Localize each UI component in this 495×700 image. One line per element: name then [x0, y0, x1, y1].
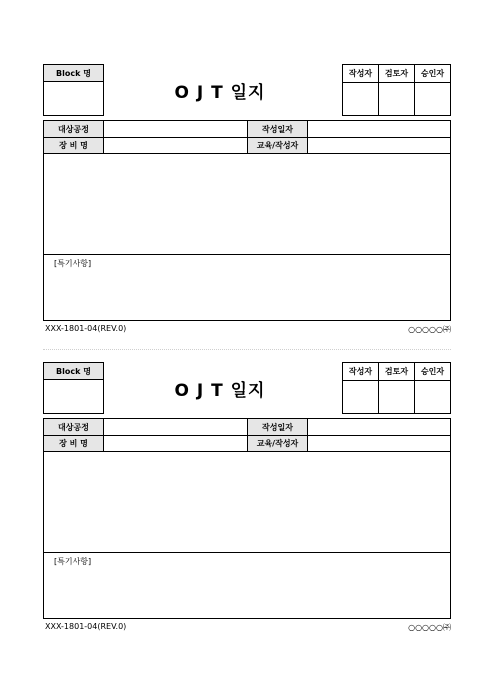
approval-sign-reviewer[interactable] — [379, 381, 415, 413]
info-grid — [43, 120, 451, 321]
form-title: O J T 일지 — [174, 381, 266, 401]
content-area[interactable] — [44, 452, 450, 553]
block-name-label: Block 명 — [43, 362, 104, 380]
footer-code: XXX-1801-04(REV.0) — [45, 622, 127, 631]
date-field[interactable] — [308, 121, 450, 137]
approval-header-reviewer: 검토자 — [379, 65, 415, 82]
equipment-field[interactable] — [104, 436, 248, 451]
date-label: 작성일자 — [248, 419, 308, 435]
block-name-field[interactable] — [43, 379, 104, 414]
info-grid — [43, 418, 451, 619]
form-title: O J T 일지 — [174, 83, 266, 103]
author-field[interactable] — [308, 138, 450, 153]
block-name-label: Block 명 — [43, 64, 104, 82]
block-name-field[interactable] — [43, 81, 104, 116]
approval-table — [342, 362, 451, 414]
ojt-log-form-1 — [0, 0, 495, 334]
approval-sign-approver[interactable] — [415, 381, 450, 413]
approval-sign-writer[interactable] — [343, 83, 379, 115]
notes-area[interactable] — [44, 553, 450, 619]
approval-header-reviewer: 검토자 — [379, 363, 415, 380]
notes-label: [특기사항] — [54, 557, 92, 566]
author-label: 교육/작성자 — [248, 138, 308, 153]
approval-sign-reviewer[interactable] — [379, 83, 415, 115]
author-field[interactable] — [308, 436, 450, 451]
process-field[interactable] — [104, 419, 248, 435]
approval-table — [342, 64, 451, 116]
equipment-field[interactable] — [104, 138, 248, 153]
notes-label: [특기사항] — [54, 259, 92, 268]
approval-header-writer: 작성자 — [343, 65, 379, 82]
approval-sign-writer[interactable] — [343, 381, 379, 413]
process-label: 대상공정 — [44, 121, 104, 137]
approval-sign-approver[interactable] — [415, 83, 450, 115]
footer-company: ○○○○○㈜ — [408, 623, 451, 632]
process-label: 대상공정 — [44, 419, 104, 435]
footer-company: ○○○○○㈜ — [408, 325, 451, 334]
equipment-label: 장 비 명 — [44, 436, 104, 451]
date-label: 작성일자 — [248, 121, 308, 137]
equipment-label: 장 비 명 — [44, 138, 104, 153]
approval-header-approver: 승인자 — [420, 69, 445, 78]
approval-header-approver: 승인자 — [420, 367, 445, 376]
date-field[interactable] — [308, 419, 450, 435]
footer-code: XXX-1801-04(REV.0) — [45, 324, 127, 333]
content-area[interactable] — [44, 154, 450, 255]
approval-header-writer: 작성자 — [343, 363, 379, 380]
ojt-log-form-2 — [0, 298, 495, 632]
process-field[interactable] — [104, 121, 248, 137]
author-label: 교육/작성자 — [248, 436, 308, 451]
